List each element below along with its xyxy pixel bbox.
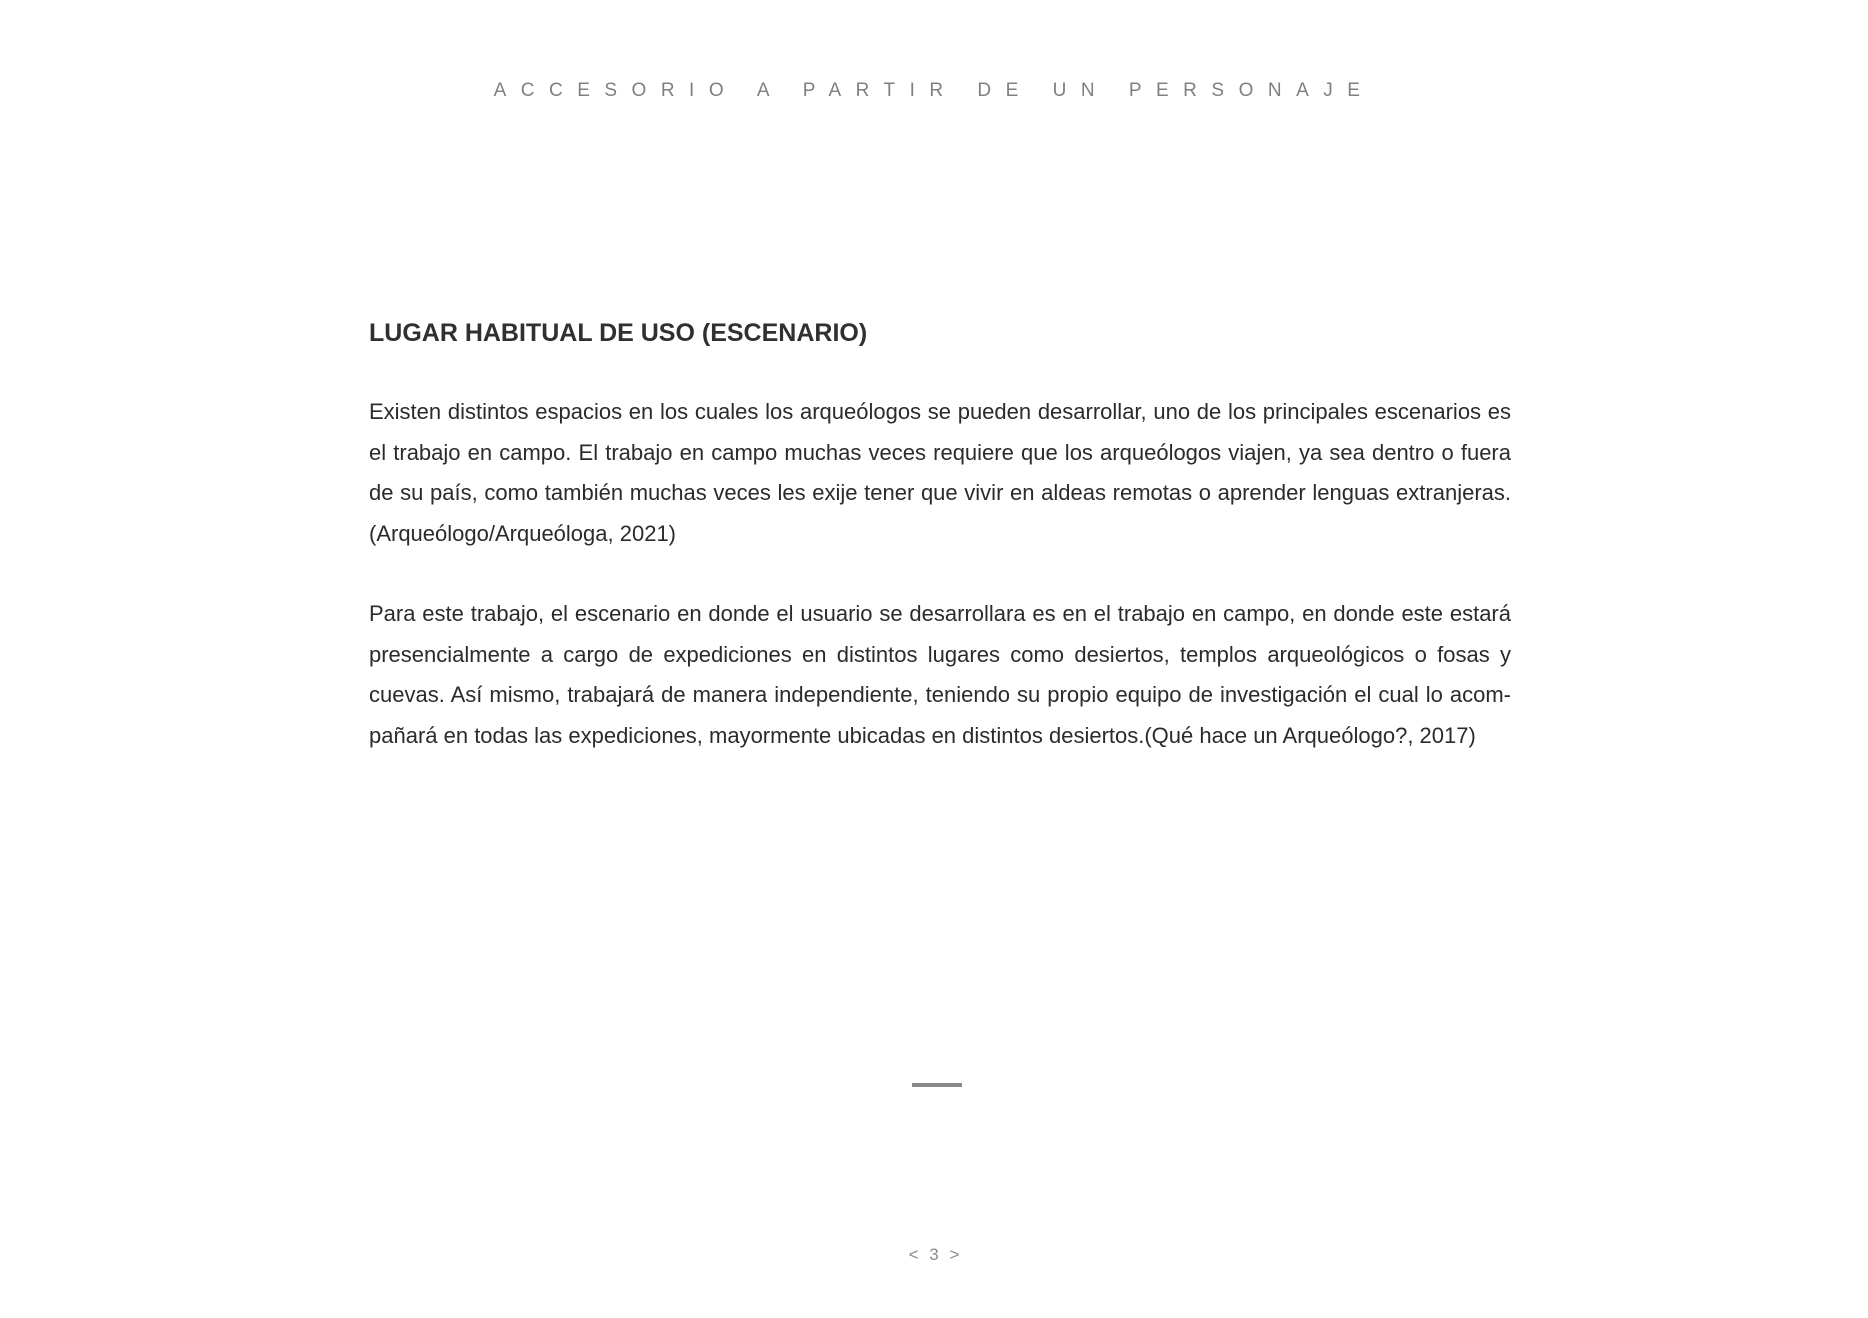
running-header: ACCESORIO A PARTIR DE UN PERSONAJE xyxy=(493,80,1375,101)
page-number: 3 xyxy=(929,1245,939,1264)
divider-line xyxy=(912,1083,962,1087)
prev-page-icon[interactable]: < xyxy=(908,1245,919,1264)
section-title: LUGAR HABITUAL DE USO (ESCENARIO) xyxy=(369,319,868,347)
paragraph-scenario: Para este trabajo, el escenario en donde el usuario se desarrollara es en el trabajo en campo, en donde este estará presencialmente a cargo de expediciones en distintos lugares como desiertos, templos arqueológicos o fosas y cuevas. Así mismo, trabajará de manera independiente, teniendo su propio equipo de investigación el cual lo acompañará en todas las expediciones, mayormente ubicadas en distintos desiertos.(Qué hace un Arqueólogo?, 2017) xyxy=(369,601,1511,748)
next-page-icon[interactable]: > xyxy=(949,1245,960,1264)
page-navigation xyxy=(0,1244,1868,1266)
main-content xyxy=(369,318,1511,756)
paragraph-intro: Existen distintos espacios en los cuales los arqueólogos se pueden desarrollar, uno de los principales escenarios es el trabajo en campo. El trabajo en campo muchas veces requiere que los arqueólogos viajen, ya sea dentro o fuera de su país, como también muchas veces les exije tener que vivir en aldeas remotas o aprender lenguas extranjeras. (Arqueólogo/Arqueóloga, 2021) xyxy=(369,399,1511,546)
